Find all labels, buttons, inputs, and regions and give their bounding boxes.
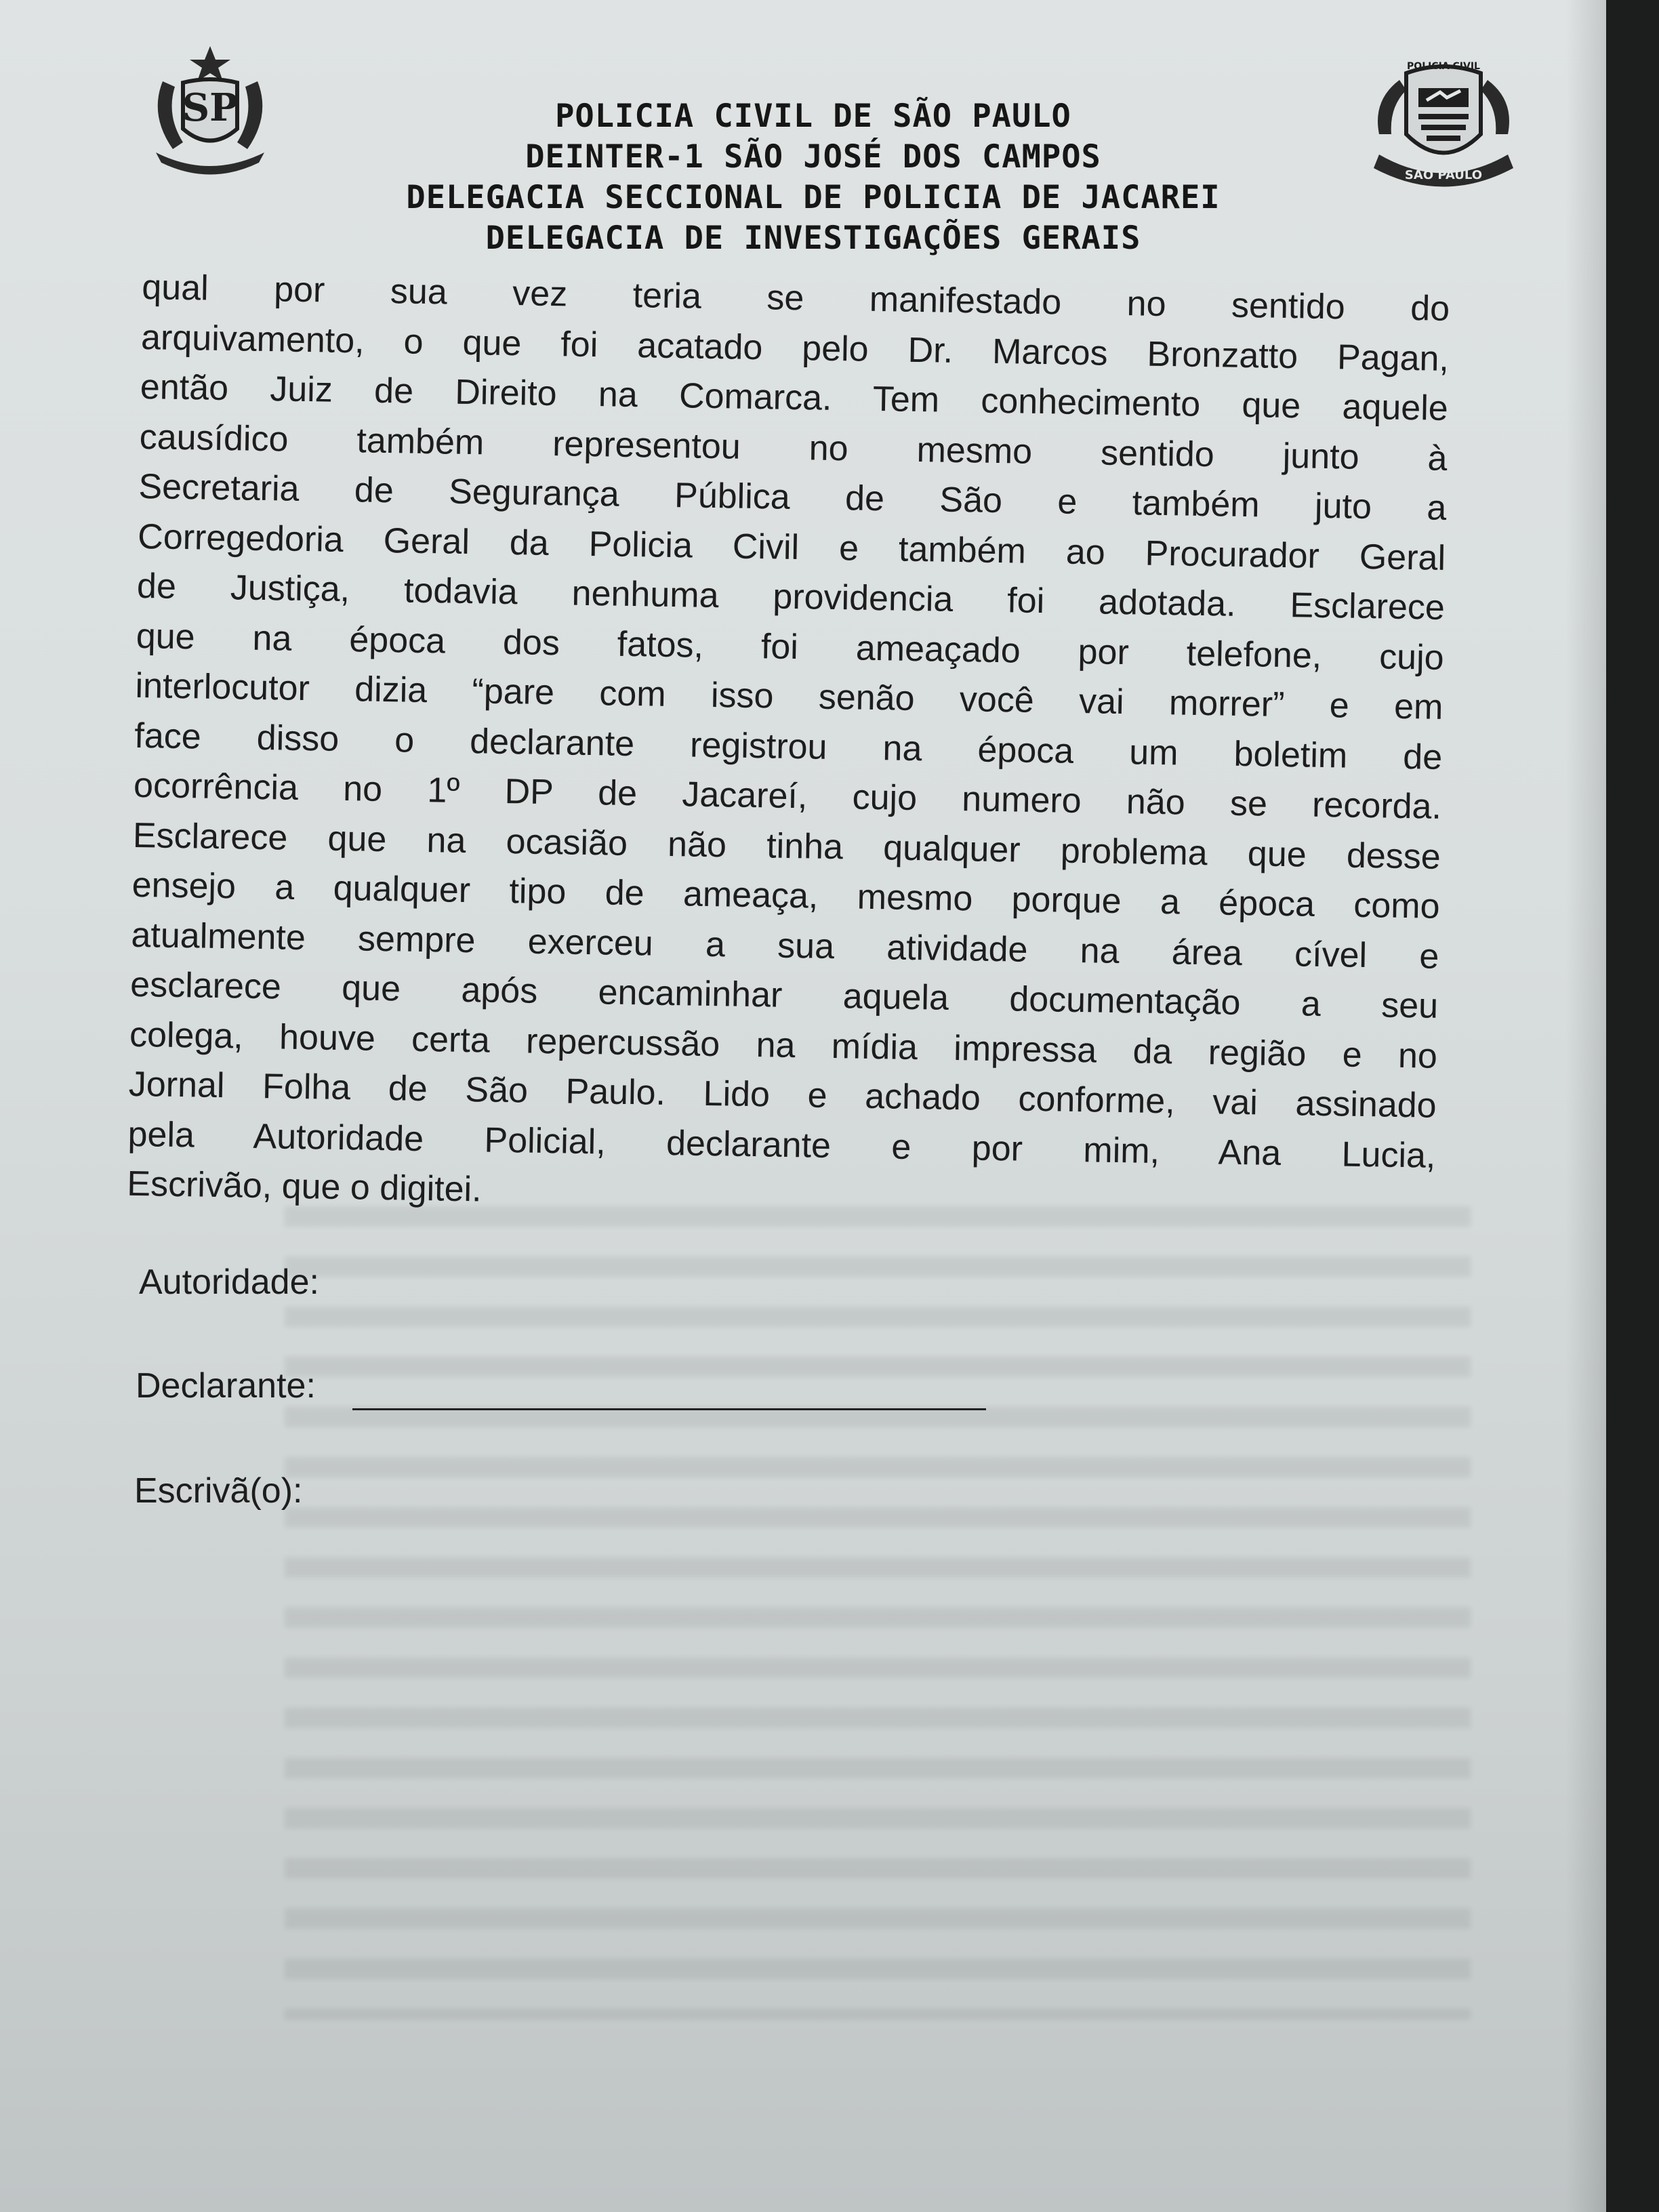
body-line: Corregedoria Geral da Policia Civil e também ao Procurador Geral: [137, 516, 1446, 578]
document-header: [203, 96, 1423, 259]
body-line: Esclarece que na ocasião não tinha qualquer problema que desse: [132, 815, 1441, 877]
body-line: causídico também representou no mesmo sentido junto à: [139, 417, 1448, 478]
body-line: Jornal Folha de São Paulo. Lido e achado conforme, vai assinado: [128, 1064, 1437, 1126]
header-line-3: DELEGACIA SECCIONAL DE POLICIA DE JACAREI: [406, 179, 1221, 216]
body-line: atualmente sempre exerceu a sua atividade na área cível e: [131, 915, 1439, 977]
body-line: qual por sua vez teria se manifestado no sentido do: [141, 267, 1450, 329]
bleed-through-text: [285, 1206, 1471, 2020]
escriva-signature-label: Escrivã(o):: [134, 1471, 303, 1511]
declarante-signature-line: [352, 1408, 986, 1410]
body-line: então Juiz de Direito na Comarca. Tem conhecimento que aquele: [140, 367, 1449, 428]
declarante-signature-label: Declarante:: [136, 1366, 316, 1406]
badge-bottom-text: SÃO PAULO: [1404, 168, 1483, 182]
body-line: que na época dos fatos, foi ameaçado por telefone, cujo: [136, 616, 1445, 678]
body-line: de Justiça, todavia nenhuma providencia foi adotada. Esclarece: [136, 566, 1446, 628]
page-edge-shadow: [1565, 0, 1606, 2212]
body-line: ensejo a qualquer tipo de ameaça, mesmo porque a época como: [131, 865, 1440, 926]
testimony-body: [127, 263, 1450, 1231]
header-line-1: POLICIA CIVIL DE SÃO PAULO: [555, 98, 1071, 135]
body-line: esclarece que após encaminhar aquela documentação a seu: [129, 964, 1439, 1026]
body-line: Escrivão, que o digitei.: [126, 1164, 483, 1210]
body-line: colega, houve certa repercussão na mídia impressa da região e no: [129, 1015, 1438, 1076]
emblem-sp-text: SP: [182, 85, 239, 130]
header-line-4: DELEGACIA DE INVESTIGAÇÕES GERAIS: [485, 220, 1141, 257]
body-line: Secretaria de Segurança Pública de São e também juto a: [138, 466, 1447, 528]
body-line: interlocutor dizia “pare com isso senão você vai morrer” e em: [135, 665, 1443, 727]
badge-top-text: POLICIA CIVIL: [1407, 61, 1480, 72]
header-line-2: DEINTER-1 SÃO JOSÉ DOS CAMPOS: [525, 138, 1101, 176]
body-line: pela Autoridade Policial, declarante e por mim, Ana Lucia,: [127, 1114, 1436, 1176]
body-line: face disso o declarante registrou na época um boletim de: [134, 716, 1443, 777]
body-line: ocorrência no 1º DP de Jacareí, cujo numero não se recorda.: [133, 765, 1442, 827]
autoridade-signature-label: Autoridade:: [139, 1263, 319, 1302]
body-line: arquivamento, o que foi acatado pelo Dr. Marcos Bronzatto Pagan,: [140, 317, 1450, 379]
